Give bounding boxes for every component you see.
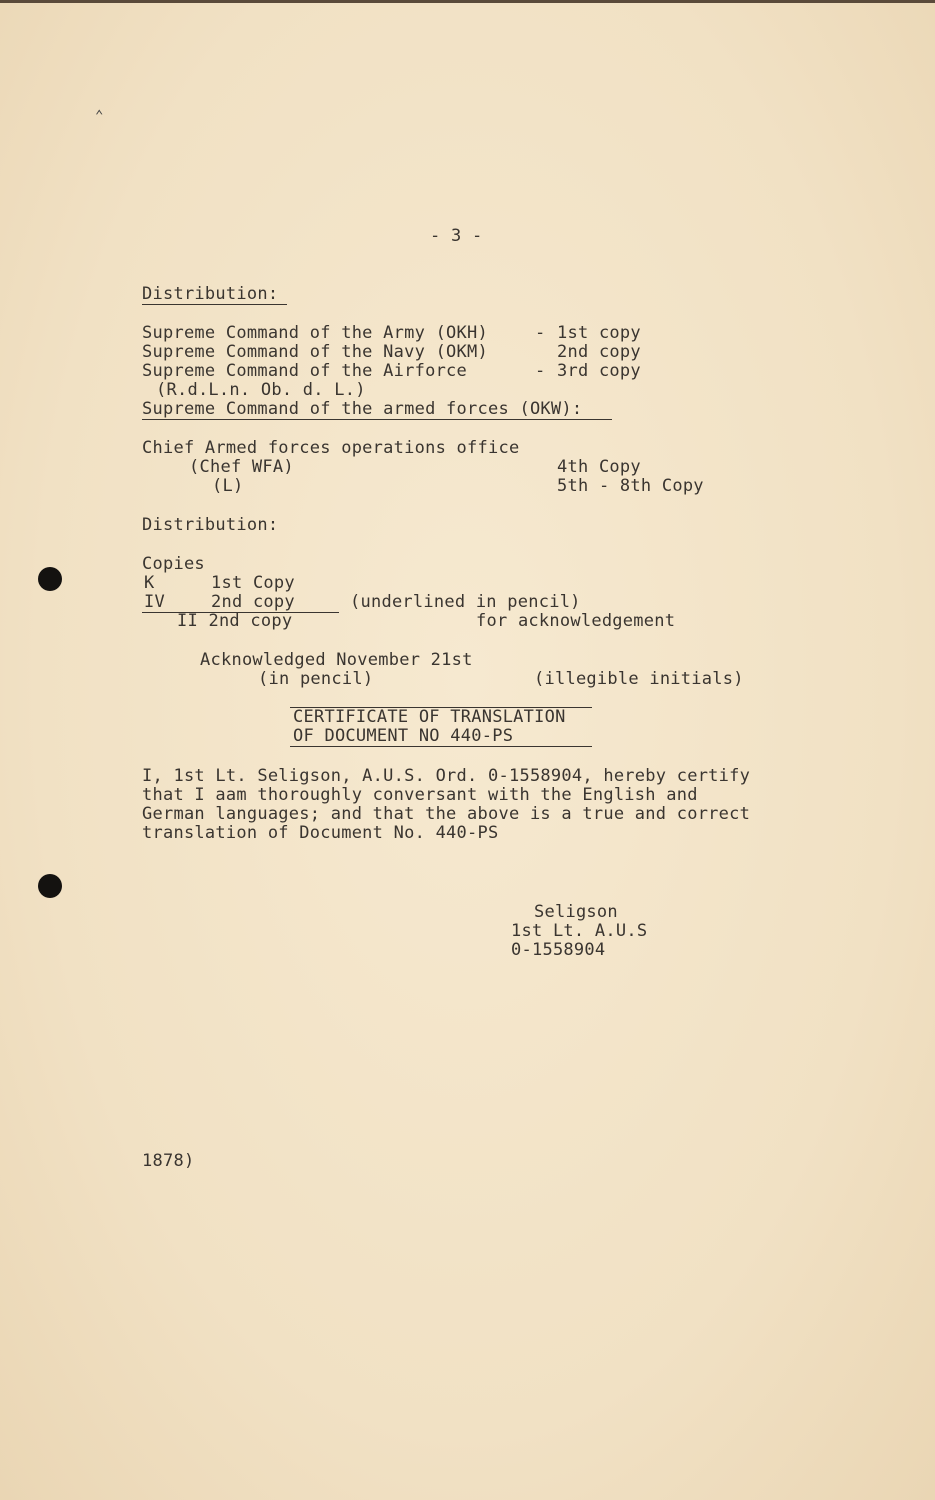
chief-copy-2: 5th - 8th Copy xyxy=(557,476,704,496)
punch-hole-upper xyxy=(38,567,62,591)
distribution-heading-underline xyxy=(142,304,287,305)
distribution-heading: Distribution: xyxy=(142,284,279,304)
copies-note-2: (underlined in pencil) xyxy=(350,592,581,612)
copy-ii: II 2nd copy xyxy=(177,611,293,631)
signature-name: Seligson xyxy=(534,902,618,922)
certificate-title-2: OF DOCUMENT NO 440-PS xyxy=(293,726,514,746)
copies-label: Copies xyxy=(142,554,205,574)
okw-line-underline xyxy=(142,419,612,420)
dist-recipient-3: Supreme Command of the Airforce xyxy=(142,361,468,381)
chief-copy-1: 4th Copy xyxy=(557,457,641,477)
signature-serial: 0-1558904 xyxy=(511,940,606,960)
cert-body-line-3: German languages; and that the above is a true and correct xyxy=(142,804,751,824)
dist-copy-1: 1st copy xyxy=(557,323,641,343)
dist-sep-1: - xyxy=(535,323,546,343)
punch-hole-lower xyxy=(38,874,62,898)
copies-code-1: K xyxy=(144,573,155,593)
page-number: - 3 - xyxy=(430,226,483,246)
dist-recipient-2: Supreme Command of the Navy (OKM) xyxy=(142,342,489,362)
dist-copy-2: 2nd copy xyxy=(557,342,641,362)
copy-ii-note: for acknowledgement xyxy=(476,611,676,631)
cert-body-line-1: I, 1st Lt. Seligson, A.U.S. Ord. 0-1558904, hereby certify xyxy=(142,766,751,786)
copies-copy-1: 1st Copy xyxy=(211,573,295,593)
page-top-edge xyxy=(0,0,935,3)
certificate-bottom-rule xyxy=(290,746,592,747)
in-pencil: (in pencil) xyxy=(258,669,374,689)
chief-label-1: (Chef WFA) xyxy=(189,457,294,477)
dist-copy-3: 3rd copy xyxy=(557,361,641,381)
airforce-note: (R.d.L.n. Ob. d. L.) xyxy=(156,380,366,400)
distribution2-heading: Distribution: xyxy=(142,515,279,535)
signature-rank: 1st Lt. A.U.S xyxy=(511,921,648,941)
chief-office: Chief Armed forces operations office xyxy=(142,438,520,458)
stray-mark: ⌃ xyxy=(95,108,104,124)
chief-label-2: (L) xyxy=(212,476,244,496)
copies-copy-2: 2nd copy xyxy=(211,592,295,612)
dist-sep-3: - xyxy=(535,361,546,381)
copies-code-2: IV xyxy=(144,592,165,612)
certificate-title-1: CERTIFICATE OF TRANSLATION xyxy=(293,707,566,727)
acknowledged: Acknowledged November 21st xyxy=(200,650,473,670)
okw-line: Supreme Command of the armed forces (OKW): xyxy=(142,399,583,419)
cert-body-line-4: translation of Document No. 440-PS xyxy=(142,823,499,843)
dist-recipient-1: Supreme Command of the Army (OKH) xyxy=(142,323,489,343)
illegible-initials: (illegible initials) xyxy=(534,669,744,689)
footer-number: 1878) xyxy=(142,1151,195,1171)
cert-body-line-2: that I aam thoroughly conversant with the English and xyxy=(142,785,698,805)
